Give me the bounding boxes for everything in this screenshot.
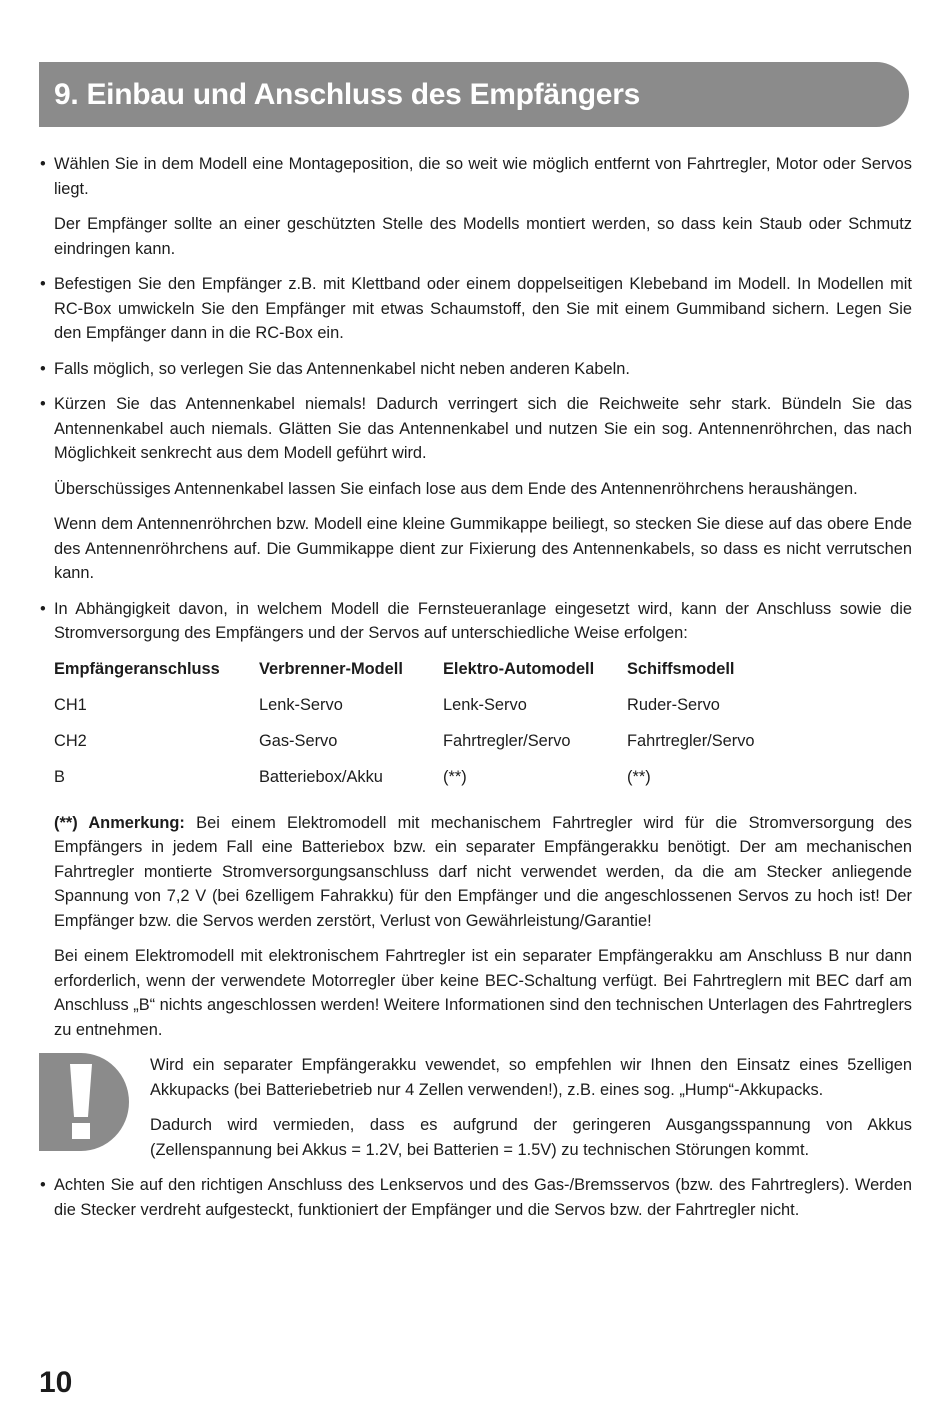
note-paragraph <box>54 811 912 934</box>
table-row <box>54 693 912 729</box>
table-cell: Fahrtregler/Servo <box>443 731 571 750</box>
table-cell: CH1 <box>54 695 87 714</box>
paragraph: Bei einem Elektromodell mit elektronischem Fahrtregler ist ein separater Empfängerakku am Anschluss B nur dann erforderlich, wenn der verwendete Motorregler über keine BEC-Schaltung verfügt. Bei Fahrtreglern mit BEC darf am Anschluss „B“ nichts angeschlossen werden! Weitere Informationen sind den technischen Unterlagen des Fahrtreglers zu entnehmen. <box>54 947 912 1039</box>
connection-table <box>54 657 912 801</box>
table-header-cell: Verbrenner-Modell <box>259 659 403 678</box>
bullet-paragraph: • Kürzen Sie das Antennenkabel niemals! Dadurch verringert sich die Reichweite sehr stark. Bündeln Sie das Antennenkabel auch niemals. Glätten Sie das Antennenkabel und nutzen Sie ein sog. Antennenröhrchen, das nach Möglichkeit senkrecht aus dem Modell geführt wird. <box>54 392 912 466</box>
table-header-cell: Empfängeranschluss <box>54 659 220 678</box>
table-header-cell: Elektro-Automodell <box>443 659 595 678</box>
note-text: Bei einem Elektromodell mit mechanischem Fahrtregler wird für die Stromversorgung des Empfängers in jedem Fall eine Batteriebox bzw. ein separater Empfängerakku benötigt. Der am mechanischen Fahrtregler montierte Stromversorgungsanschluss darf nicht verwendet werden, da die am Stecker anliegende Spannung von 7,2 V (bei 6zelligem Fahrakku) für den Empfänger und die angeschlossenen Servos zu hoch ist! Der Empfänger bzw. die Servos werden zerstört, Verlust von Gewährleistung/Garantie! <box>54 813 912 930</box>
table-header-cell: Schiffsmodell <box>627 659 735 678</box>
page-number: 10 <box>39 1366 73 1399</box>
warning-paragraph: Dadurch wird vermieden, dass es aufgrund der geringeren Ausgangsspannung von Akkus (Zellenspannung bei Akkus = 1.2V, bei Batterien = 1.5V) zu technischen Störungen kommt. <box>150 1116 912 1159</box>
bullet-paragraph: • In Abhängigkeit davon, in welchem Modell die Fernsteueranlage eingesetzt wird, kann der Anschluss sowie die Stromversorgung des Empfängers und der Servos auf unterschiedliche Weise erfolgen: <box>54 597 912 646</box>
table-cell: Fahrtregler/Servo <box>627 731 755 750</box>
table-cell: B <box>54 767 65 786</box>
table-cell: (**) <box>443 767 467 786</box>
paragraph: Überschüssiges Antennenkabel lassen Sie einfach lose aus dem Ende des Antennenröhrchens heraushängen. <box>54 479 858 498</box>
page-content <box>39 152 912 1233</box>
bullet-paragraph: • Falls möglich, so verlegen Sie das Antennenkabel nicht neben anderen Kabeln. <box>54 357 912 382</box>
table-row <box>54 729 912 765</box>
table-cell: Lenk-Servo <box>259 695 343 714</box>
section-header <box>39 62 909 127</box>
section-title: 9. Einbau und Anschluss des Empfängers <box>54 78 640 111</box>
warning-paragraph: Wird ein separater Empfängerakku vewendet, so empfehlen wir Ihnen den Einsatz eines 5zelligen Akkupacks (bei Batteriebetrieb nur 4 Zellen verwenden!), z.B. eines sog. „Hump“-Akkupacks. <box>150 1056 912 1099</box>
table-header-row <box>54 657 912 693</box>
bullet-paragraph: • Achten Sie auf den richtigen Anschluss des Lenkservos und des Gas-/Bremsservos (bzw. des Fahrtreglers). Werden die Stecker verdreht aufgesteckt, funktioniert der Empfänger und die Servos bzw. der Fahrtregler nicht. <box>54 1173 912 1222</box>
table-cell: (**) <box>627 767 651 786</box>
table-cell: CH2 <box>54 731 87 750</box>
exclamation-warning-icon <box>39 1053 129 1151</box>
table-row <box>54 765 912 801</box>
note-label: (**) Anmerkung: <box>54 813 185 832</box>
paragraph: Wenn dem Antennenröhrchen bzw. Modell eine kleine Gummikappe beiliegt, so stecken Sie diese auf das obere Ende des Antennenröhrchens auf. Die Gummikappe dient zur Fixierung des Antennenkabels, so dass es nicht verrutschen kann. <box>54 515 912 582</box>
warning-block <box>39 1053 912 1162</box>
table-cell: Batteriebox/Akku <box>259 767 383 786</box>
bullet-paragraph: • Wählen Sie in dem Modell eine Montageposition, die so weit wie möglich entfernt von Fahrtregler, Motor oder Servos liegt. <box>54 152 912 201</box>
table-cell: Lenk-Servo <box>443 695 527 714</box>
warning-text <box>150 1053 912 1162</box>
table-cell: Gas-Servo <box>259 731 338 750</box>
bullet-paragraph: • Befestigen Sie den Empfänger z.B. mit Klettband oder einem doppelseitigen Klebeband im Modell. In Modellen mit RC-Box umwickeln Sie den Empfänger mit etwas Schaumstoff, den Sie mit einem Gummiband sichern. Legen Sie den Empfänger dann in die RC-Box ein. <box>54 272 912 346</box>
paragraph: Der Empfänger sollte an einer geschützten Stelle des Modells montiert werden, so dass kein Staub oder Schmutz eindringen kann. <box>54 215 912 258</box>
table-cell: Ruder-Servo <box>627 695 720 714</box>
